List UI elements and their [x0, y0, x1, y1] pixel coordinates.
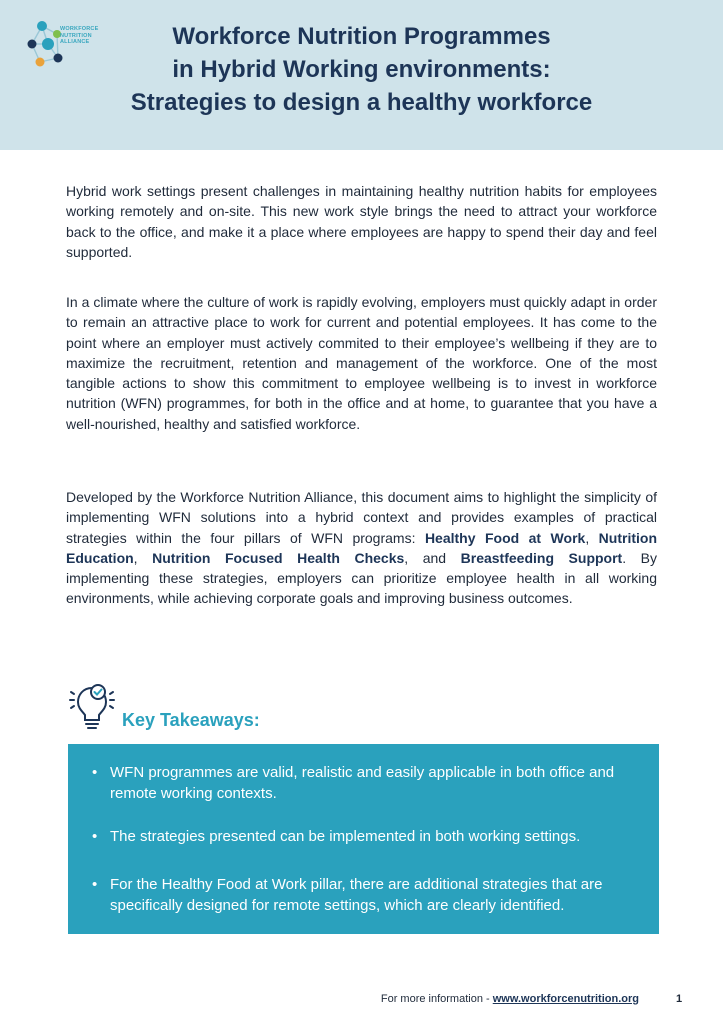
logo-text: WORKFORCE NUTRITION ALLIANCE [60, 26, 99, 45]
pillar-healthy-food: Healthy Food at Work [424, 529, 586, 546]
page-title [80, 20, 643, 119]
footer-info: For more information - www.workforcenutrition.org [380, 993, 639, 1005]
list-item: • The strategies presented can be implemented in both working settings. [92, 828, 581, 845]
context-paragraph: In a climate where the culture of work is rapidly evolving, employers must quickly adapt in order to remain an attractive place to work for current and potential employees. It has come to the point where an employer must actively commited to their employee’s wellbeing if they are to maximize the recruitment, retention and management of the workforce. One of the most tangible actions to show this commitment to employee wellbeing is to invest in workforce nutrition (WFN) programmes, for both in the office and at home, to guarantee that you have a well-nourished, healthy and satisfied workforce. [66, 294, 657, 432]
page-number: 1 [676, 993, 683, 1005]
list-item: • For the Healthy Food at Work pillar, there are additional strategies that are specifically designed for remote settings, which are clearly identified. [92, 876, 603, 914]
website-link[interactable]: www.workforcenutrition.org [492, 993, 639, 1005]
key-takeaways-title: Key Takeaways: [122, 710, 260, 730]
pillar-health-checks: Nutrition Focused Health Checks [152, 549, 405, 566]
intro-paragraph: Hybrid work settings present challenges in maintaining healthy nutrition habits for employees working remotely and on-site. This new work style brings the need to attract your workforce back to the office, and make it a place where employees are happy to spend their day and feel supported. [66, 183, 657, 260]
pillar-breastfeeding: Breastfeeding Support [460, 549, 623, 566]
header-banner [0, 0, 723, 150]
title-line-3: Strategies to design a healthy workforce [130, 89, 593, 116]
key-takeaways-box [68, 744, 659, 934]
list-item: • WFN programmes are valid, realistic and easily applicable in both office and remote working contexts. [92, 764, 615, 802]
purpose-paragraph: Developed by the Workforce Nutrition Alliance, this document aims to highlight the simplicity of implementing WFN solutions into a hybrid context and provides examples of practical strategies within the four pillars of WFN programs: Healthy Food at Work, Nutrition Education, Nutrition Focused Health Checks, and Breastfeeding Support. By implementing these strategies, employers can prioritize employee health in all working environments, while achieving corporate goals and improving business outcomes. [66, 489, 658, 607]
pillar-nutrition-education: Nutrition Education [66, 529, 657, 566]
lightbulb-check-icon [64, 680, 120, 730]
title-line-2: in Hybrid Working environments: [172, 56, 551, 83]
title-line-1: Workforce Nutrition Programmes [172, 23, 551, 50]
header-wave [0, 128, 723, 152]
